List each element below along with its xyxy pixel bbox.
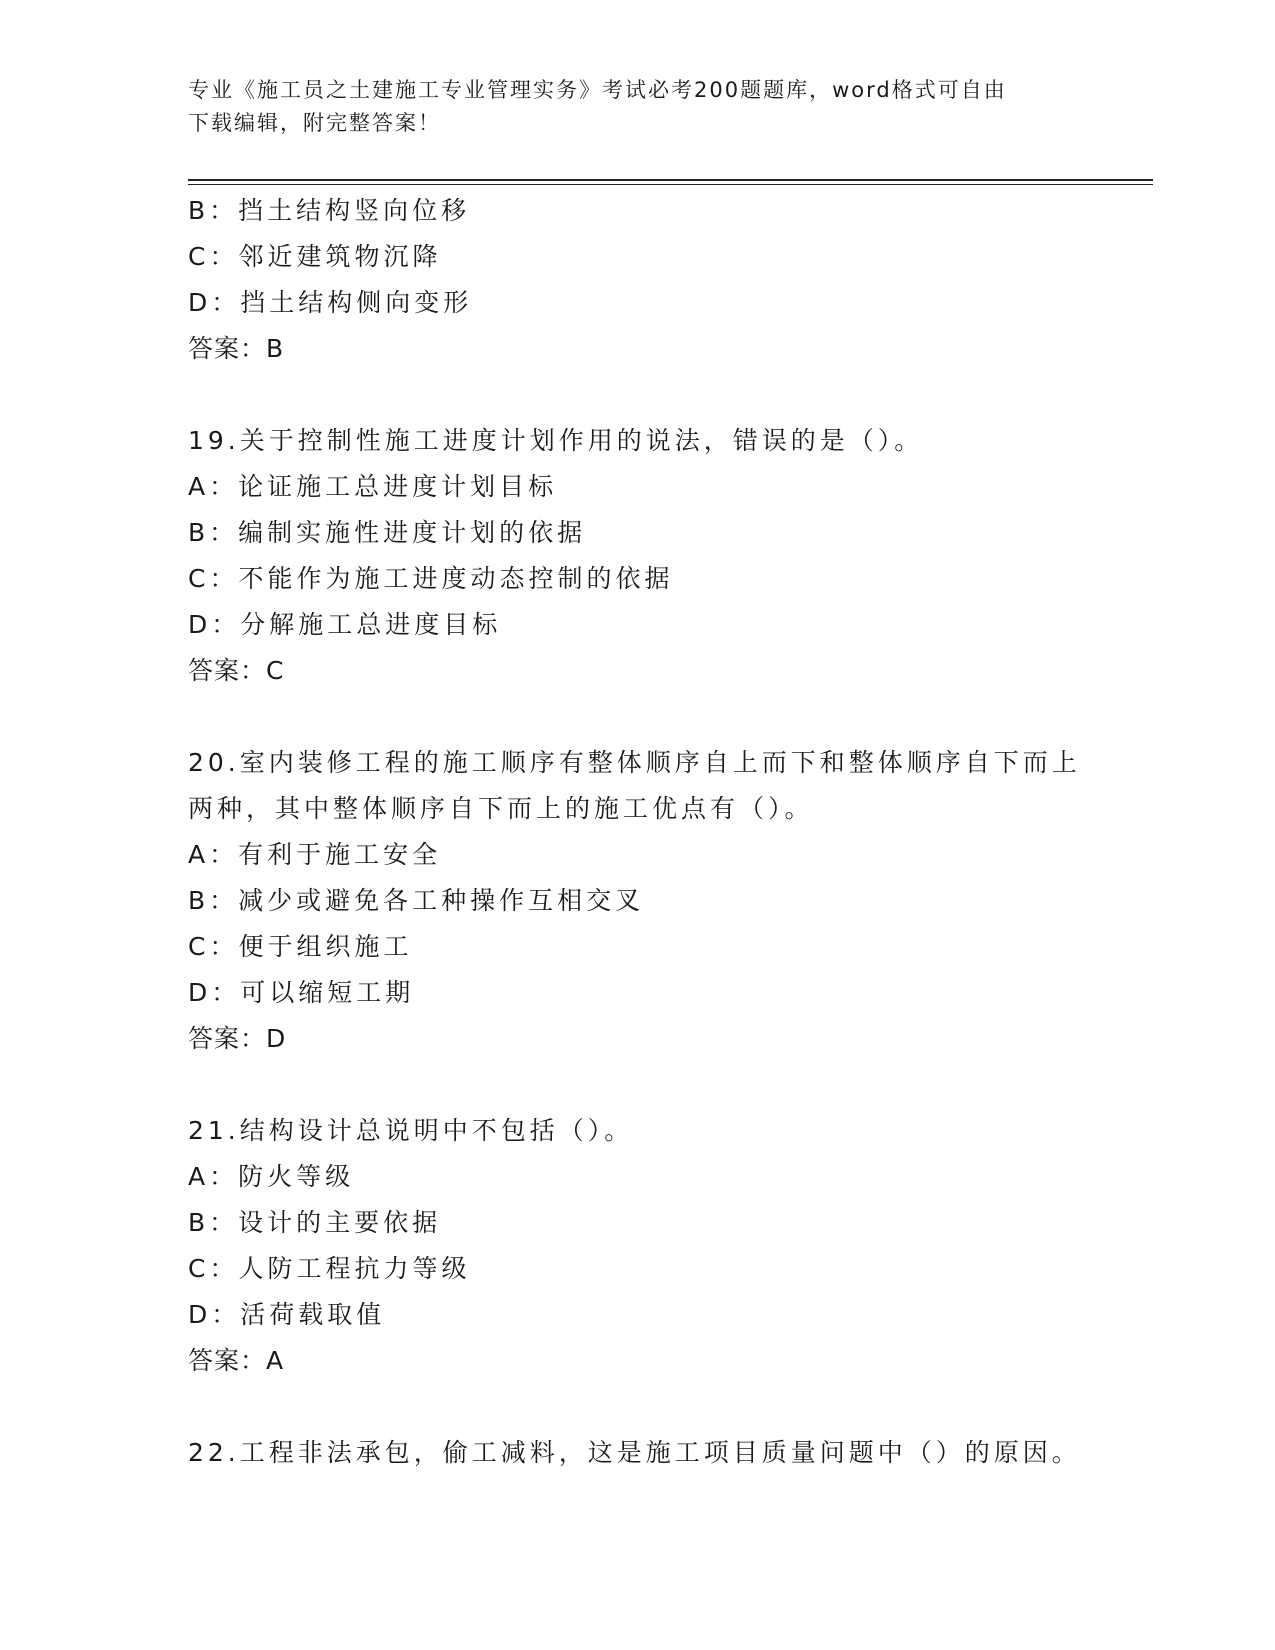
option-c: C：便于组织施工: [188, 932, 413, 961]
option-b: B：减少或避免各工种操作互相交叉: [188, 886, 645, 915]
question-list: [188, 188, 1088, 1476]
spacer: [188, 1384, 1088, 1430]
header-line-1: 专业《施工员之土建施工专业管理实务》考试必考200题题库，word格式可自由: [188, 78, 1007, 102]
question-21: [188, 1108, 1088, 1384]
answer-line: 答案：A: [188, 1346, 285, 1375]
option-d: D：可以缩短工期: [188, 978, 415, 1007]
answer-line: 答案：D: [188, 1024, 287, 1053]
question-text: 21.结构设计总说明中不包括（）。: [188, 1116, 634, 1145]
option-b: B：设计的主要依据: [188, 1208, 442, 1237]
question-text-continued: 两种，其中整体顺序自下而上的施工优点有（）。: [188, 794, 814, 823]
question-19: [188, 418, 1088, 694]
option-c: C：邻近建筑物沉降: [188, 242, 442, 271]
document-header: [188, 74, 1088, 140]
answer-line: 答案：B: [188, 334, 285, 363]
option-b: B：编制实施性进度计划的依据: [188, 518, 587, 547]
option-d: D：活荷载取值: [188, 1300, 386, 1329]
spacer: [188, 694, 1088, 740]
option-c: C：不能作为施工进度动态控制的依据: [188, 564, 674, 593]
header-line-2: 下载编辑，附完整答案！: [188, 111, 441, 135]
question-20: [188, 740, 1088, 1062]
option-d: D：挡土结构侧向变形: [188, 288, 473, 317]
option-d: D：分解施工总进度目标: [188, 610, 502, 639]
option-a: A：有利于施工安全: [188, 840, 442, 869]
answer-line: 答案：C: [188, 656, 285, 685]
question-text: 19.关于控制性施工进度计划作用的说法，错误的是（）。: [188, 426, 924, 455]
spacer: [188, 372, 1088, 418]
option-a: A：论证施工总进度计划目标: [188, 472, 558, 501]
spacer: [188, 1062, 1088, 1108]
question-18-continued: [188, 188, 1088, 372]
header-rule-thin: [188, 184, 1153, 185]
option-b: B：挡土结构竖向位移: [188, 196, 471, 225]
option-c: C：人防工程抗力等级: [188, 1254, 471, 1283]
question-text: 22.工程非法承包，偷工减料，这是施工项目质量问题中（）的原因。: [188, 1438, 1081, 1467]
question-22: [188, 1430, 1088, 1476]
header-rule-thick: [188, 179, 1153, 181]
question-text: 20.室内装修工程的施工顺序有整体顺序自上而下和整体顺序自下而上: [188, 748, 1081, 777]
option-a: A：防火等级: [188, 1162, 355, 1191]
